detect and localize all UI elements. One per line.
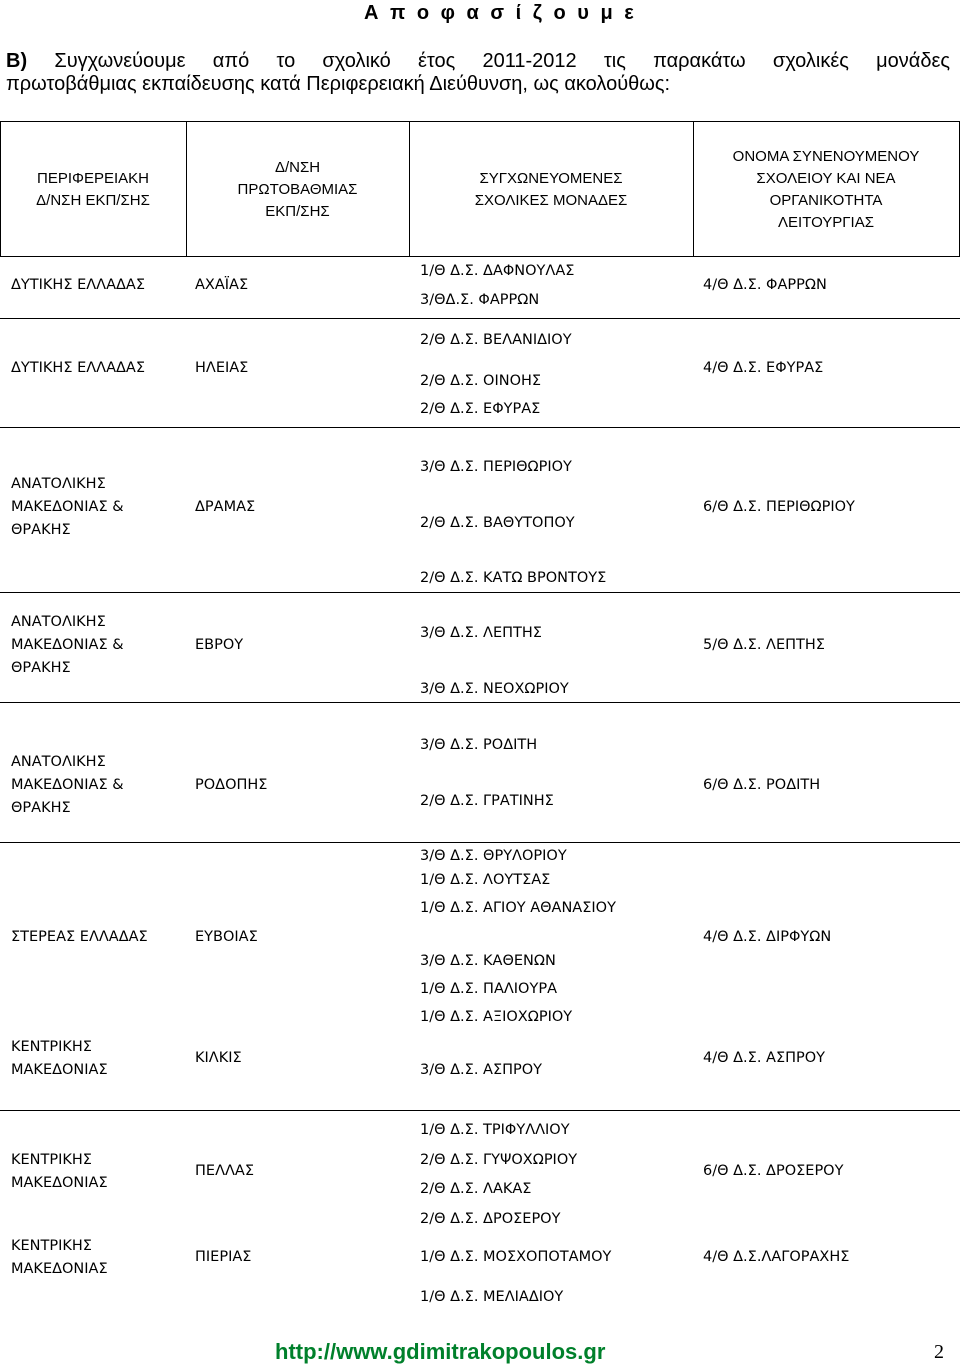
directorate-cell: ΕΥΒΟΙΑΣ: [195, 929, 258, 945]
directorate-cell: ΕΒΡΟΥ: [195, 637, 244, 653]
table-rule: [0, 842, 960, 843]
new-school: 6/Θ Δ.Σ. ΡΟΔΙΤΗ: [703, 777, 821, 793]
region-cell: ΜΑΚΕΔΟΝΙΑΣ: [11, 1175, 108, 1191]
table-rule: [0, 121, 960, 122]
merging-school: 1/Θ Δ.Σ. ΤΡΙΦΥΛΛΙΟΥ: [420, 1122, 570, 1138]
table-rule: [0, 256, 960, 257]
region-cell: ΜΑΚΕΔΟΝΙΑΣ: [11, 1261, 108, 1277]
region-cell: ΘΡΑΚΗΣ: [11, 800, 71, 816]
merging-school: 3/Θ Δ.Σ. ΚΑΘΕΝΩΝ: [420, 953, 556, 969]
new-school: 4/Θ Δ.Σ. ΦΑΡΡΩΝ: [703, 277, 827, 293]
region-cell: ΘΡΑΚΗΣ: [11, 522, 71, 538]
table-rule: [0, 1110, 960, 1111]
merging-school: 3/Θ Δ.Σ. ΛΕΠΤΗΣ: [420, 625, 542, 641]
footer-url-link[interactable]: http://www.gdimitrakopoulos.gr: [275, 1339, 606, 1364]
region-cell: ΔΥΤΙΚΗΣ ΕΛΛΑΔΑΣ: [11, 277, 146, 293]
merging-school: 1/Θ Δ.Σ. ΑΓΙΟΥ ΑΘΑΝΑΣΙΟΥ: [420, 900, 616, 916]
intro-line-1: [6, 50, 950, 73]
region-cell: ΣΤΕΡΕΑΣ ΕΛΛΑΔΑΣ: [11, 929, 148, 945]
intro-line-2: πρωτοβάθμιας εκπαίδευσης κατά Περιφερειακή Διεύθυνση, ως ακολούθως:: [6, 73, 671, 95]
new-school: 6/Θ Δ.Σ. ΔΡΟΣΕΡΟΥ: [703, 1163, 844, 1179]
region-cell: ΚΕΝΤΡΙΚΗΣ: [11, 1039, 92, 1055]
region-cell: ΚΕΝΤΡΙΚΗΣ: [11, 1238, 92, 1254]
region-cell: ΜΑΚΕΔΟΝΙΑΣ &: [11, 777, 124, 793]
header-directorate: Δ/ΝΣΗ ΠΡΩΤΟΒΑΘΜΙΑΣ ΕΚΠ/ΣΗΣ: [237, 159, 358, 220]
directorate-cell: ΑΧΑΪΑΣ: [195, 277, 249, 293]
merging-school: 3/Θ Δ.Σ. ΝΕΟΧΩΡΙΟΥ: [420, 681, 569, 697]
table-rule: [0, 592, 960, 593]
table-rule: [0, 318, 960, 319]
merging-school: 3/Θ Δ.Σ. ΘΡΥΛΟΡΙΟΥ: [420, 848, 567, 864]
header-new-school: ΟΝΟΜΑ ΣΥΝΕΝΟΥΜΕΝΟΥ ΣΧΟΛΕΙΟΥ ΚΑΙ ΝΕΑ ΟΡΓΑΝΙΚΟΤΗΤΑ ΛΕΙΤΟΥΡΓΙΑΣ: [732, 148, 920, 231]
region-cell: ΚΕΝΤΡΙΚΗΣ: [11, 1152, 92, 1168]
region-cell: ΔΥΤΙΚΗΣ ΕΛΛΑΔΑΣ: [11, 360, 146, 376]
merging-school: 1/Θ Δ.Σ. ΜΕΛΙΑΔΙΟΥ: [420, 1289, 564, 1305]
table-rule: [0, 427, 960, 428]
merging-school: 3/Θ Δ.Σ. ΡΟΔΙΤΗ: [420, 737, 538, 753]
region-cell: ΑΝΑΤΟΛΙΚΗΣ: [11, 476, 106, 492]
region-cell: ΘΡΑΚΗΣ: [11, 660, 71, 676]
table-rule: [0, 702, 960, 703]
directorate-cell: ΗΛΕΙΑΣ: [195, 360, 249, 376]
header-region: ΠΕΡΙΦΕΡΕΙΑΚΗ Δ/ΝΣΗ ΕΚΠ/ΣΗΣ: [36, 170, 150, 209]
merging-school: 1/Θ Δ.Σ. ΑΞΙΟΧΩΡΙΟΥ: [420, 1009, 573, 1025]
new-school: 4/Θ Δ.Σ. ΑΣΠΡΟΥ: [703, 1050, 826, 1066]
directorate-cell: ΔΡΑΜΑΣ: [195, 499, 256, 515]
region-cell: ΜΑΚΕΔΟΝΙΑΣ &: [11, 637, 124, 653]
merging-school: 2/Θ Δ.Σ. ΚΑΤΩ ΒΡΟΝΤΟΥΣ: [420, 570, 607, 586]
merging-school: 2/Θ Δ.Σ. ΒΑΘΥΤΟΠΟΥ: [420, 515, 575, 531]
merging-school: 2/Θ Δ.Σ. ΛΑΚΑΣ: [420, 1181, 532, 1197]
region-cell: ΜΑΚΕΔΟΝΙΑΣ &: [11, 499, 124, 515]
new-school: 5/Θ Δ.Σ. ΛΕΠΤΗΣ: [703, 637, 825, 653]
page-heading: Α π ο φ α σ ί ζ ο υ μ ε: [364, 2, 637, 24]
page-number: 2: [934, 1341, 944, 1363]
directorate-cell: ΡΟΔΟΠΗΣ: [195, 777, 268, 793]
intro-text-1: Συγχωνεύουμε από το σχολικό έτος 2011-2012 τις παρακάτω σχολικές μονάδες: [54, 50, 951, 72]
merging-school: 1/Θ Δ.Σ. ΠΑΛΙΟΥΡΑ: [420, 981, 557, 997]
new-school: 6/Θ Δ.Σ. ΠΕΡΙΘΩΡΙΟΥ: [703, 499, 855, 515]
merging-school: 3/Θ Δ.Σ. ΑΣΠΡΟΥ: [420, 1062, 543, 1078]
merging-school: 1/Θ Δ.Σ. ΛΟΥΤΣΑΣ: [420, 872, 551, 888]
merging-school: 3/Θ Δ.Σ. ΠΕΡΙΘΩΡΙΟΥ: [420, 459, 572, 475]
directorate-cell: ΚΙΛΚΙΣ: [195, 1050, 242, 1066]
new-school: 4/Θ Δ.Σ.ΛΑΓΟΡΑΧΗΣ: [703, 1249, 850, 1265]
merging-school: 2/Θ Δ.Σ. ΔΡΟΣΕΡΟΥ: [420, 1211, 561, 1227]
merging-school: 2/Θ Δ.Σ. ΕΦΥΡΑΣ: [420, 401, 541, 417]
merging-school: 1/Θ Δ.Σ. ΜΟΣΧΟΠΟΤΑΜΟΥ: [420, 1249, 612, 1265]
merging-school: 1/Θ Δ.Σ. ΔΑΦΝΟΥΛΑΣ: [420, 263, 575, 279]
new-school: 4/Θ Δ.Σ. ΕΦΥΡΑΣ: [703, 360, 824, 376]
section-label: Β): [6, 50, 28, 72]
directorate-cell: ΠΕΛΛΑΣ: [195, 1163, 254, 1179]
header-merging-schools: ΣΥΓΧΩΝΕΥΟΜΕΝΕΣ ΣΧΟΛΙΚΕΣ ΜΟΝΑΔΕΣ: [474, 170, 628, 209]
region-cell: ΑΝΑΤΟΛΙΚΗΣ: [11, 754, 106, 770]
directorate-cell: ΠΙΕΡΙΑΣ: [195, 1249, 252, 1265]
merging-school: 2/Θ Δ.Σ. ΓΡΑΤΙΝΗΣ: [420, 793, 554, 809]
merging-school: 2/Θ Δ.Σ. ΟΙΝΟΗΣ: [420, 373, 542, 389]
region-cell: ΑΝΑΤΟΛΙΚΗΣ: [11, 614, 106, 630]
merging-school: 2/Θ Δ.Σ. ΒΕΛΑΝΙΔΙΟΥ: [420, 332, 572, 348]
region-cell: ΜΑΚΕΔΟΝΙΑΣ: [11, 1062, 108, 1078]
merging-school: 2/Θ Δ.Σ. ΓΥΨΟΧΩΡΙΟΥ: [420, 1152, 578, 1168]
merging-school: 3/ΘΔ.Σ. ΦΑΡΡΩΝ: [420, 292, 540, 308]
new-school: 4/Θ Δ.Σ. ΔΙΡΦΥΩΝ: [703, 929, 832, 945]
